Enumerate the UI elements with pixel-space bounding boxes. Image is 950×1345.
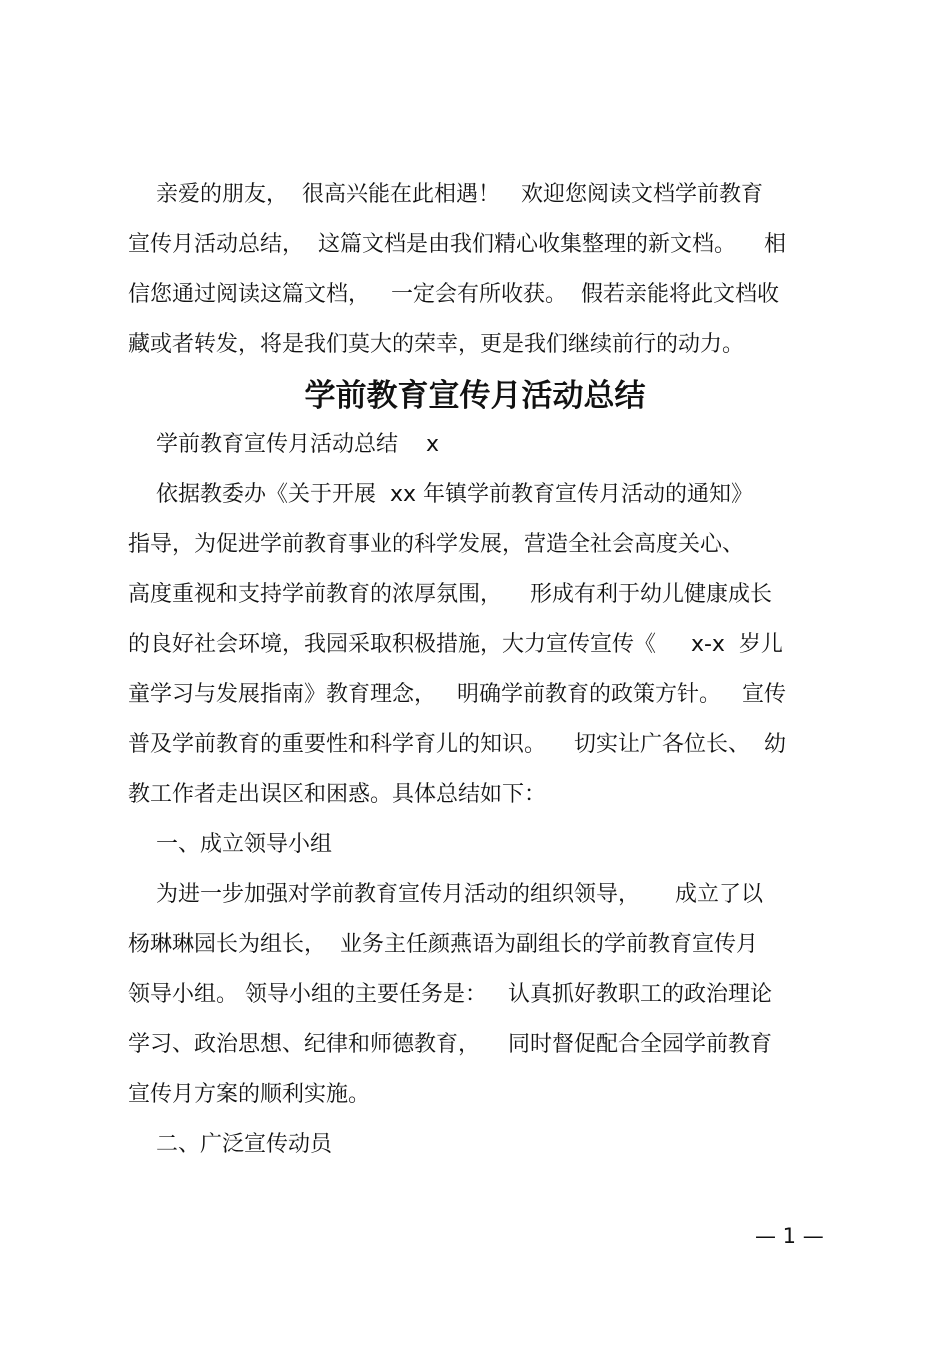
body-line: 指导，为促进学前教育事业的科学发展，营造全社会高度关心、: [128, 532, 745, 557]
body-line: 领导小组。 领导小组的主要任务是： 认真抓好教职工的政治理论: [128, 982, 772, 1007]
body-line: 高度重视和支持学前教育的浓厚氛围， 形成有利于幼儿健康成长: [128, 582, 772, 607]
document-title: 学前教育宣传月活动总结: [304, 378, 646, 414]
body-line: 学前教育宣传月活动总结 x: [128, 432, 439, 457]
body-line: 的良好社会环境，我园采取积极措施，大力宣传宣传《 x-x 岁儿: [128, 632, 783, 657]
body-line: 为进一步加强对学前教育宣传月活动的组织领导， 成立了以: [128, 882, 763, 907]
intro-line: 信您通过阅读这篇文档， 一定会有所收获。 假若亲能将此文档收: [128, 282, 779, 307]
body-line: 宣传月方案的顺利实施。: [128, 1082, 371, 1107]
section-heading: 一、成立领导小组: [128, 832, 332, 857]
intro-line: 亲爱的朋友， 很高兴能在此相遇！ 欢迎您阅读文档学前教育: [128, 182, 763, 207]
body-line: 学习、政治思想、纪律和师德教育， 同时督促配合全园学前教育: [128, 1032, 772, 1057]
intro-line: 藏或者转发，将是我们莫大的荣幸，更是我们继续前行的动力。: [128, 332, 745, 357]
body-line: 依据教委办《关于开展 xx 年镇学前教育宣传月活动的通知》: [128, 482, 753, 507]
page-number: — 1 —: [755, 1224, 824, 1248]
body-line: 童学习与发展指南》教育理念， 明确学前教育的政策方针。 宣传: [128, 682, 786, 707]
body-line: 教工作者走出误区和困惑。具体总结如下：: [128, 782, 547, 807]
section-heading: 二、广泛宣传动员: [128, 1132, 332, 1157]
body-line: 杨琳琳园长为组长， 业务主任颜燕语为副组长的学前教育宣传月: [128, 932, 758, 957]
body-line: 普及学前教育的重要性和科学育儿的知识。 切实让广各位长、 幼: [128, 732, 786, 757]
intro-line: 宣传月活动总结， 这篇文档是由我们精心收集整理的新文档。 相: [128, 232, 786, 257]
